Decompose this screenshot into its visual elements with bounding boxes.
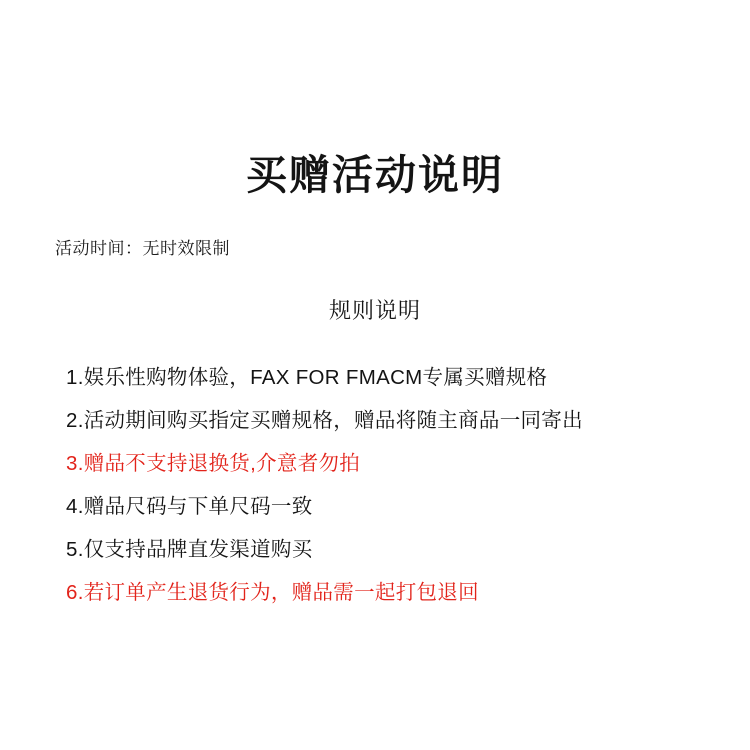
list-item: 1.娱乐性购物体验，FAX FOR FMACM专属买赠规格: [66, 366, 548, 389]
rules-list: [66, 356, 706, 614]
list-item: 2.活动期间购买指定买赠规格，赠品将随主商品一同寄出: [66, 409, 583, 432]
rules-section-heading: 规则说明: [328, 298, 421, 323]
list-item: 6.若订单产生退货行为，赠品需一起打包退回: [66, 581, 479, 604]
activity-time-text: 活动时间：无时效限制: [55, 239, 230, 258]
list-item: 4.赠品尺码与下单尺码一致: [66, 495, 313, 518]
page-title: 买赠活动说明: [246, 152, 504, 198]
list-item: 5.仅支持品牌直发渠道购买: [66, 538, 313, 561]
list-item: 3.赠品不支持退换货,介意者勿拍: [66, 452, 361, 475]
